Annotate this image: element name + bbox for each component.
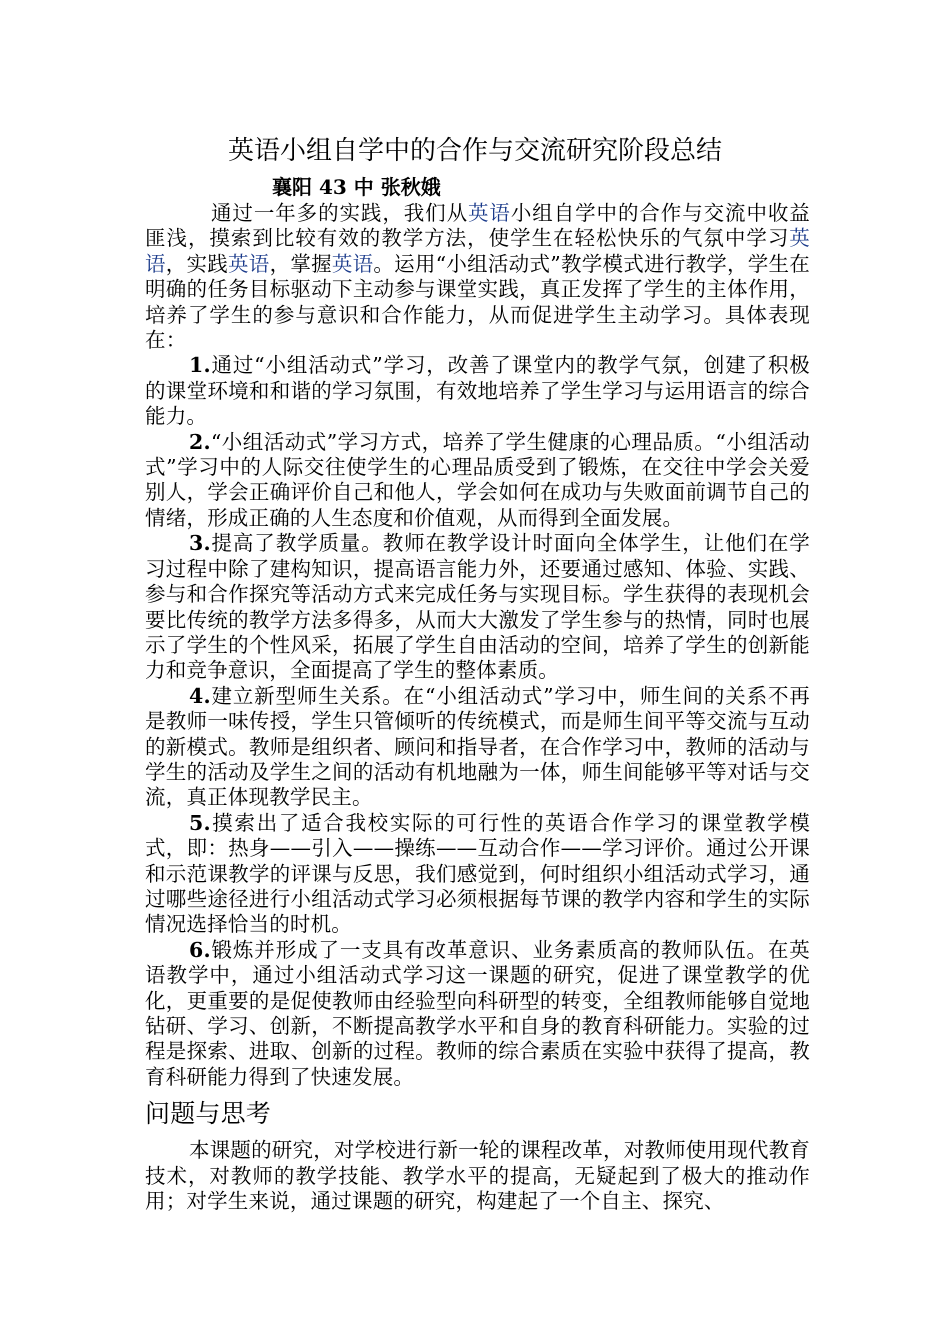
document-author: 襄阳 43 中 张秋娥	[272, 175, 441, 199]
list-item	[145, 938, 810, 1090]
item-text: 摸索出了适合我校实际的可行性的英语合作学习的课堂教学模式，即：热身——引入——操练——互动合作——学习评价。通过公开课和示范课教学的评课与反思，我们感觉到，何时组织小组活动式学习，通过哪些途径进行小组活动式学习必须根据每节课的教学内容和学生的实际情况选择恰当的时机。	[145, 810, 810, 937]
item-number: 5.	[189, 810, 211, 835]
intro-paragraph	[145, 201, 810, 353]
item-number: 3.	[189, 531, 211, 556]
list-item	[145, 684, 810, 811]
keyword-link[interactable]: 英语	[331, 251, 374, 276]
list-item	[145, 811, 810, 938]
intro-text-1: 通过一年多的实践，我们从	[211, 201, 469, 225]
intro-text-3: ，实践	[165, 251, 229, 276]
item-text: 通过“小组活动式”学习，改善了课堂内的教学气氛，创建了积极的课堂环境和和谐的学习氛围，有效地培养了学生学习与运用语言的综合能力。	[145, 353, 810, 429]
section-paragraph: 本课题的研究，对学校进行新一轮的课程改革，对教师使用现代教育技术，对教师的教学技能、教学水平的提高，无疑起到了极大的推动作用；对学生来说，通过课题的研究，构建起了一个自主、探究、	[145, 1138, 810, 1214]
keyword-link[interactable]: 英语	[228, 251, 270, 276]
item-text: 锻炼并形成了一支具有改革意识、业务素质高的教师队伍。在英语教学中，通过小组活动式学习这一课题的研究，促进了课堂教学的优化，更重要的是促使教师由经验型向科研型的转变，全组教师能够自觉地钻研、学习、创新，不断提高教学水平和自身的教育科研能力。实验的过程是探索、进取、创新的过程。教师的综合素质在实验中获得了提高，教育科研能力得到了快速发展。	[145, 937, 810, 1089]
item-number: 4.	[189, 683, 211, 708]
list-item	[145, 531, 810, 683]
document-body	[145, 201, 810, 1214]
item-number: 6.	[189, 937, 211, 962]
list-item	[145, 430, 810, 532]
item-text: 建立新型师生关系。在“小组活动式”学习中，师生间的关系不再是教师一味传授，学生只管倾听的传统模式，而是师生间平等交流与互动的新模式。教师是组织者、顾问和指导者，在合作学习中，教师的活动与学生的活动及学生之间的活动有机地融为一体，师生间能够平等对话与交流，真正体现教学民主。	[145, 683, 810, 810]
item-number: 1.	[189, 353, 211, 378]
section-heading: 问题与思考	[145, 1099, 272, 1129]
intro-text-2: 小组自学中的合作与交流中收益匪浅，摸索到比较有效的教学方法，使学生在轻松快乐的气氛中学习	[145, 201, 810, 251]
intro-text-4: ，掌握	[269, 251, 332, 276]
item-text: 提高了教学质量。教师在教学设计时面向全体学生，让他们在学习过程中除了建构知识，提高语言能力外，还要通过感知、体验、实践、参与和合作探究等活动方式来完成任务与实现目标。学生获得的表现机会要比传统的教学方法多得多，从而大大激发了学生参与的热情，同时也展示了学生的个性风采，拓展了学生自由活动的空间，培养了学生的创新能力和竞争意识，全面提高了学生的整体素质。	[145, 531, 810, 683]
keyword-link[interactable]: 英语	[145, 226, 810, 276]
item-text: “小组活动式”学习方式，培养了学生健康的心理品质。“小组活动式”学习中的人际交往使学生的心理品质受到了锻炼，在交往中学会关爱别人，学会正确评价自己和他人，学会如何在成功与失败面前调节自己的情绪，形成正确的人生态度和价值观，从而得到全面发展。	[145, 429, 810, 530]
list-item	[145, 353, 810, 429]
document-title: 英语小组自学中的合作与交流研究阶段总结	[227, 136, 722, 166]
intro-text-5: 。运用“小组活动式”教学模式进行教学，学生在明确的任务目标驱动下主动参与课堂实践，真正发挥了学生的主体作用，培养了学生的参与意识和合作能力，从而促进学生主动学习。具体表现在：	[145, 251, 811, 353]
item-number: 2.	[189, 429, 211, 454]
keyword-link[interactable]: 英语	[468, 201, 511, 225]
